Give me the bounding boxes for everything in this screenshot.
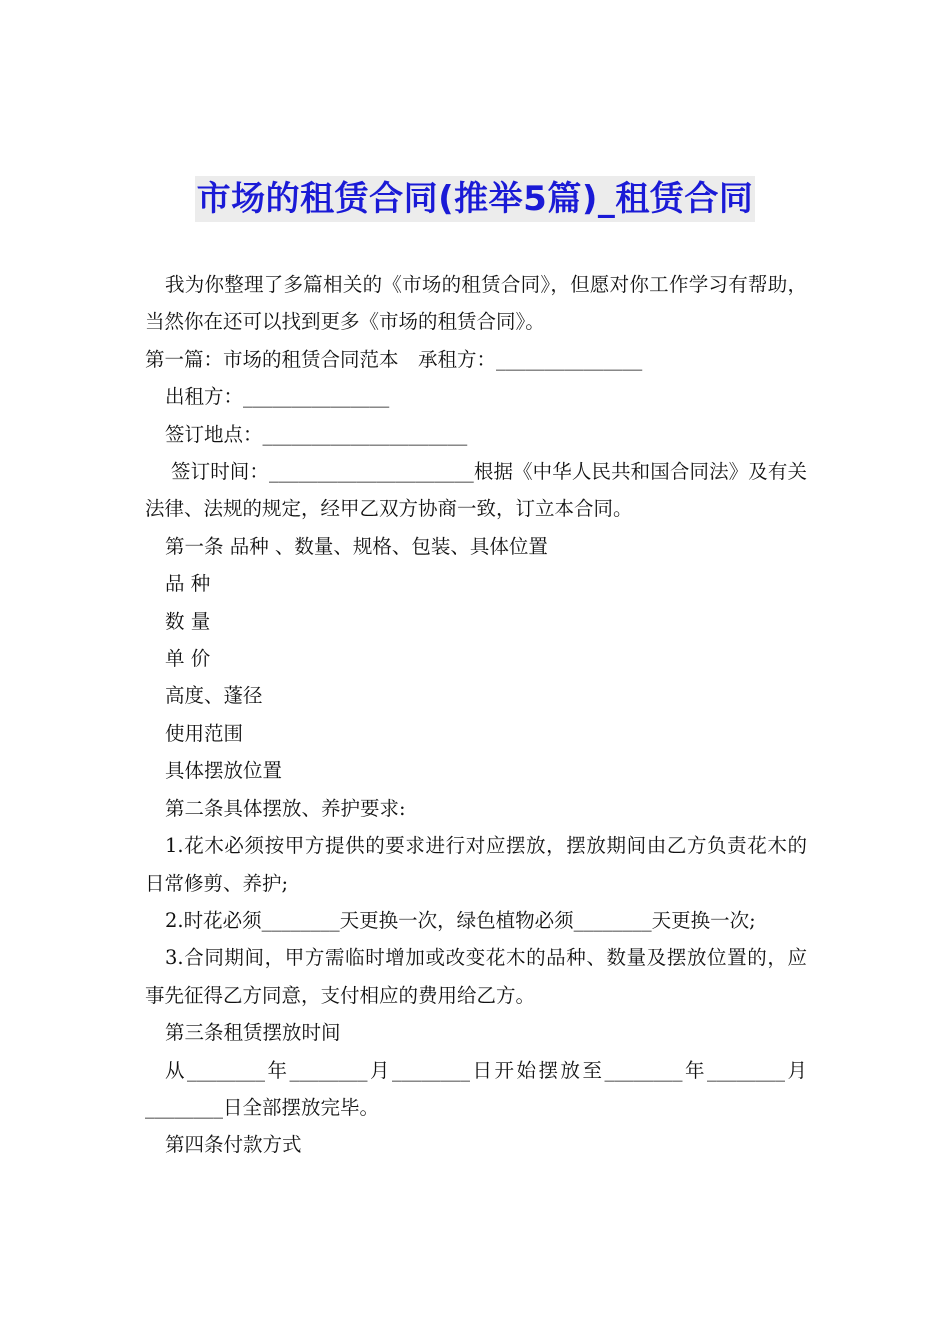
article-3-period: 从________年________月________日开始摆放至________年________月________日全部摆放完毕。: [145, 1058, 807, 1119]
document-title: 市场的租赁合同(推举5篇)_租赁合同: [195, 176, 756, 222]
item-height: 高度、蓬径: [165, 684, 263, 708]
item-placement: 具体摆放位置: [165, 759, 283, 783]
lessor-line: 出租方：_______________: [165, 385, 390, 409]
article-1-heading: 第一条 品种 、数量、规格、包装、具体位置: [165, 534, 548, 558]
title-container: [0, 176, 950, 222]
item-unit-price: 单 价: [165, 647, 211, 671]
intro-paragraph: 我为你整理了多篇相关的《市场的租赁合同》，但愿对你工作学习有帮助，当然你在还可以找到更多《市场的租赁合同》。: [145, 273, 807, 334]
article-3-heading: 第三条租赁摆放时间: [165, 1021, 341, 1045]
article-4-heading: 第四条付款方式: [165, 1133, 302, 1157]
section-heading-first: 第一篇：市场的租赁合同范本 承租方：_______________: [145, 347, 643, 371]
article-2-heading: 第二条具体摆放、养护要求:: [165, 796, 406, 820]
document-body: [145, 266, 807, 1164]
item-quantity: 数 量: [165, 609, 211, 633]
clause-2-2: 2.时花必须________天更换一次，绿色植物必须________天更换一次;: [165, 908, 756, 932]
signing-time-paragraph: 签订时间：_____________________根据《中华人民共和国合同法》及有关法律、法规的规定，经甲乙双方协商一致，订立本合同。: [145, 460, 807, 521]
item-variety: 品 种: [165, 572, 211, 596]
clause-2-1: 1.花木必须按甲方提供的要求进行对应摆放，摆放期间由乙方负责花木的日常修剪、养护;: [145, 834, 807, 895]
signing-place-line: 签订地点：_____________________: [165, 422, 468, 446]
clause-2-3: 3.合同期间，甲方需临时增加或改变花木的品种、数量及摆放位置的，应事先征得乙方同意，支付相应的费用给乙方。: [145, 946, 807, 1007]
item-usage-scope: 使用范围: [165, 721, 244, 745]
